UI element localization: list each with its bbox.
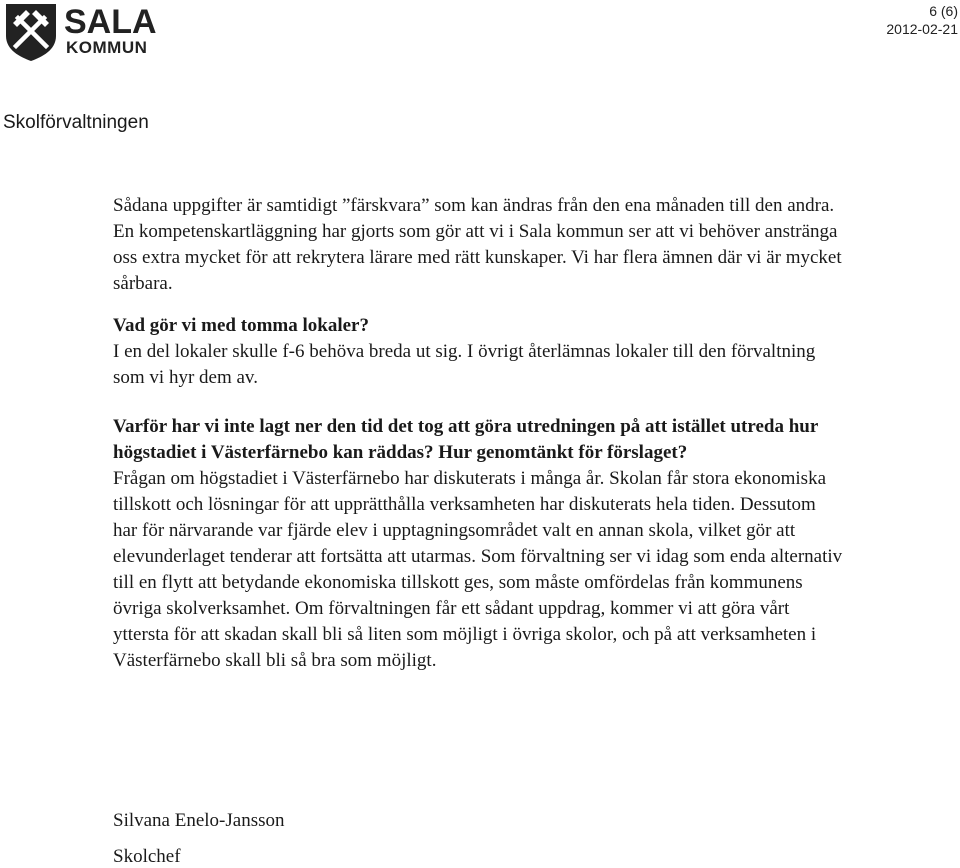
answer-paragraph-1: I en del lokaler skulle f-6 behöva breda ut sig. I övrigt återlämnas lokaler till den förvaltning som vi hyr dem av. [113,341,816,388]
question-heading-1: Vad gör vi med tomma lokaler? [113,315,369,336]
question-heading-2: Varför har vi inte lagt ner den tid det tog att göra utredningen på att istället utreda hur högstadiet i Västerfärnebo kan räddas? Hur genomtänkt för förslaget? [113,416,818,463]
signature-name: Silvana Enelo-Jansson [113,810,285,831]
signature-title: Skolchef [113,846,181,867]
department-name: Skolförvaltningen [3,112,149,133]
logo-text-kommun: KOMMUN [66,38,148,57]
document-date: 2012-02-21 [886,21,958,37]
document-body [113,193,843,674]
sala-kommun-logo [2,2,157,64]
logo-text-sala: SALA [64,3,157,41]
answer-paragraph-2: Frågan om högstadiet i Västerfärnebo har diskuterats i många år. Skolan får stora ekonomiska tillskott och lösningar för att upprätthålla verksamheten har diskuterats hela tiden. Dessutom har för närvarande var fjärde elev i upptagningsområdet valt en annan skola, vilket gör att elevunderlaget tenderar att fortsätta att utarmas. Som förvaltning ser vi idag som enda alternativ till en flytt att betydande ekonomiska tillskott ges, som måste omfördelas från kommunens övriga skolverksamhet. Om förvaltningen får ett sådant uppdrag, kommer vi att göra vårt yttersta för att skadan skall bli så liten som möjligt i övriga skolor, och på att verksamheten i Västerfärnebo skall bli så bra som möjligt. [113,468,843,671]
crossed-hammers-shield-icon [2,2,60,62]
intro-paragraph: Sådana uppgifter är samtidigt ”färskvara” som kan ändras från den ena månaden till den andra. En kompetenskartläggning har gjorts som gör att vi i Sala kommun ser att vi behöver anstränga oss extra mycket för att rekrytera lärare med rätt kunskaper. Vi har flera ämnen där vi är mycket sårbara. [113,195,842,294]
page-number: 6 (6) [929,3,958,19]
